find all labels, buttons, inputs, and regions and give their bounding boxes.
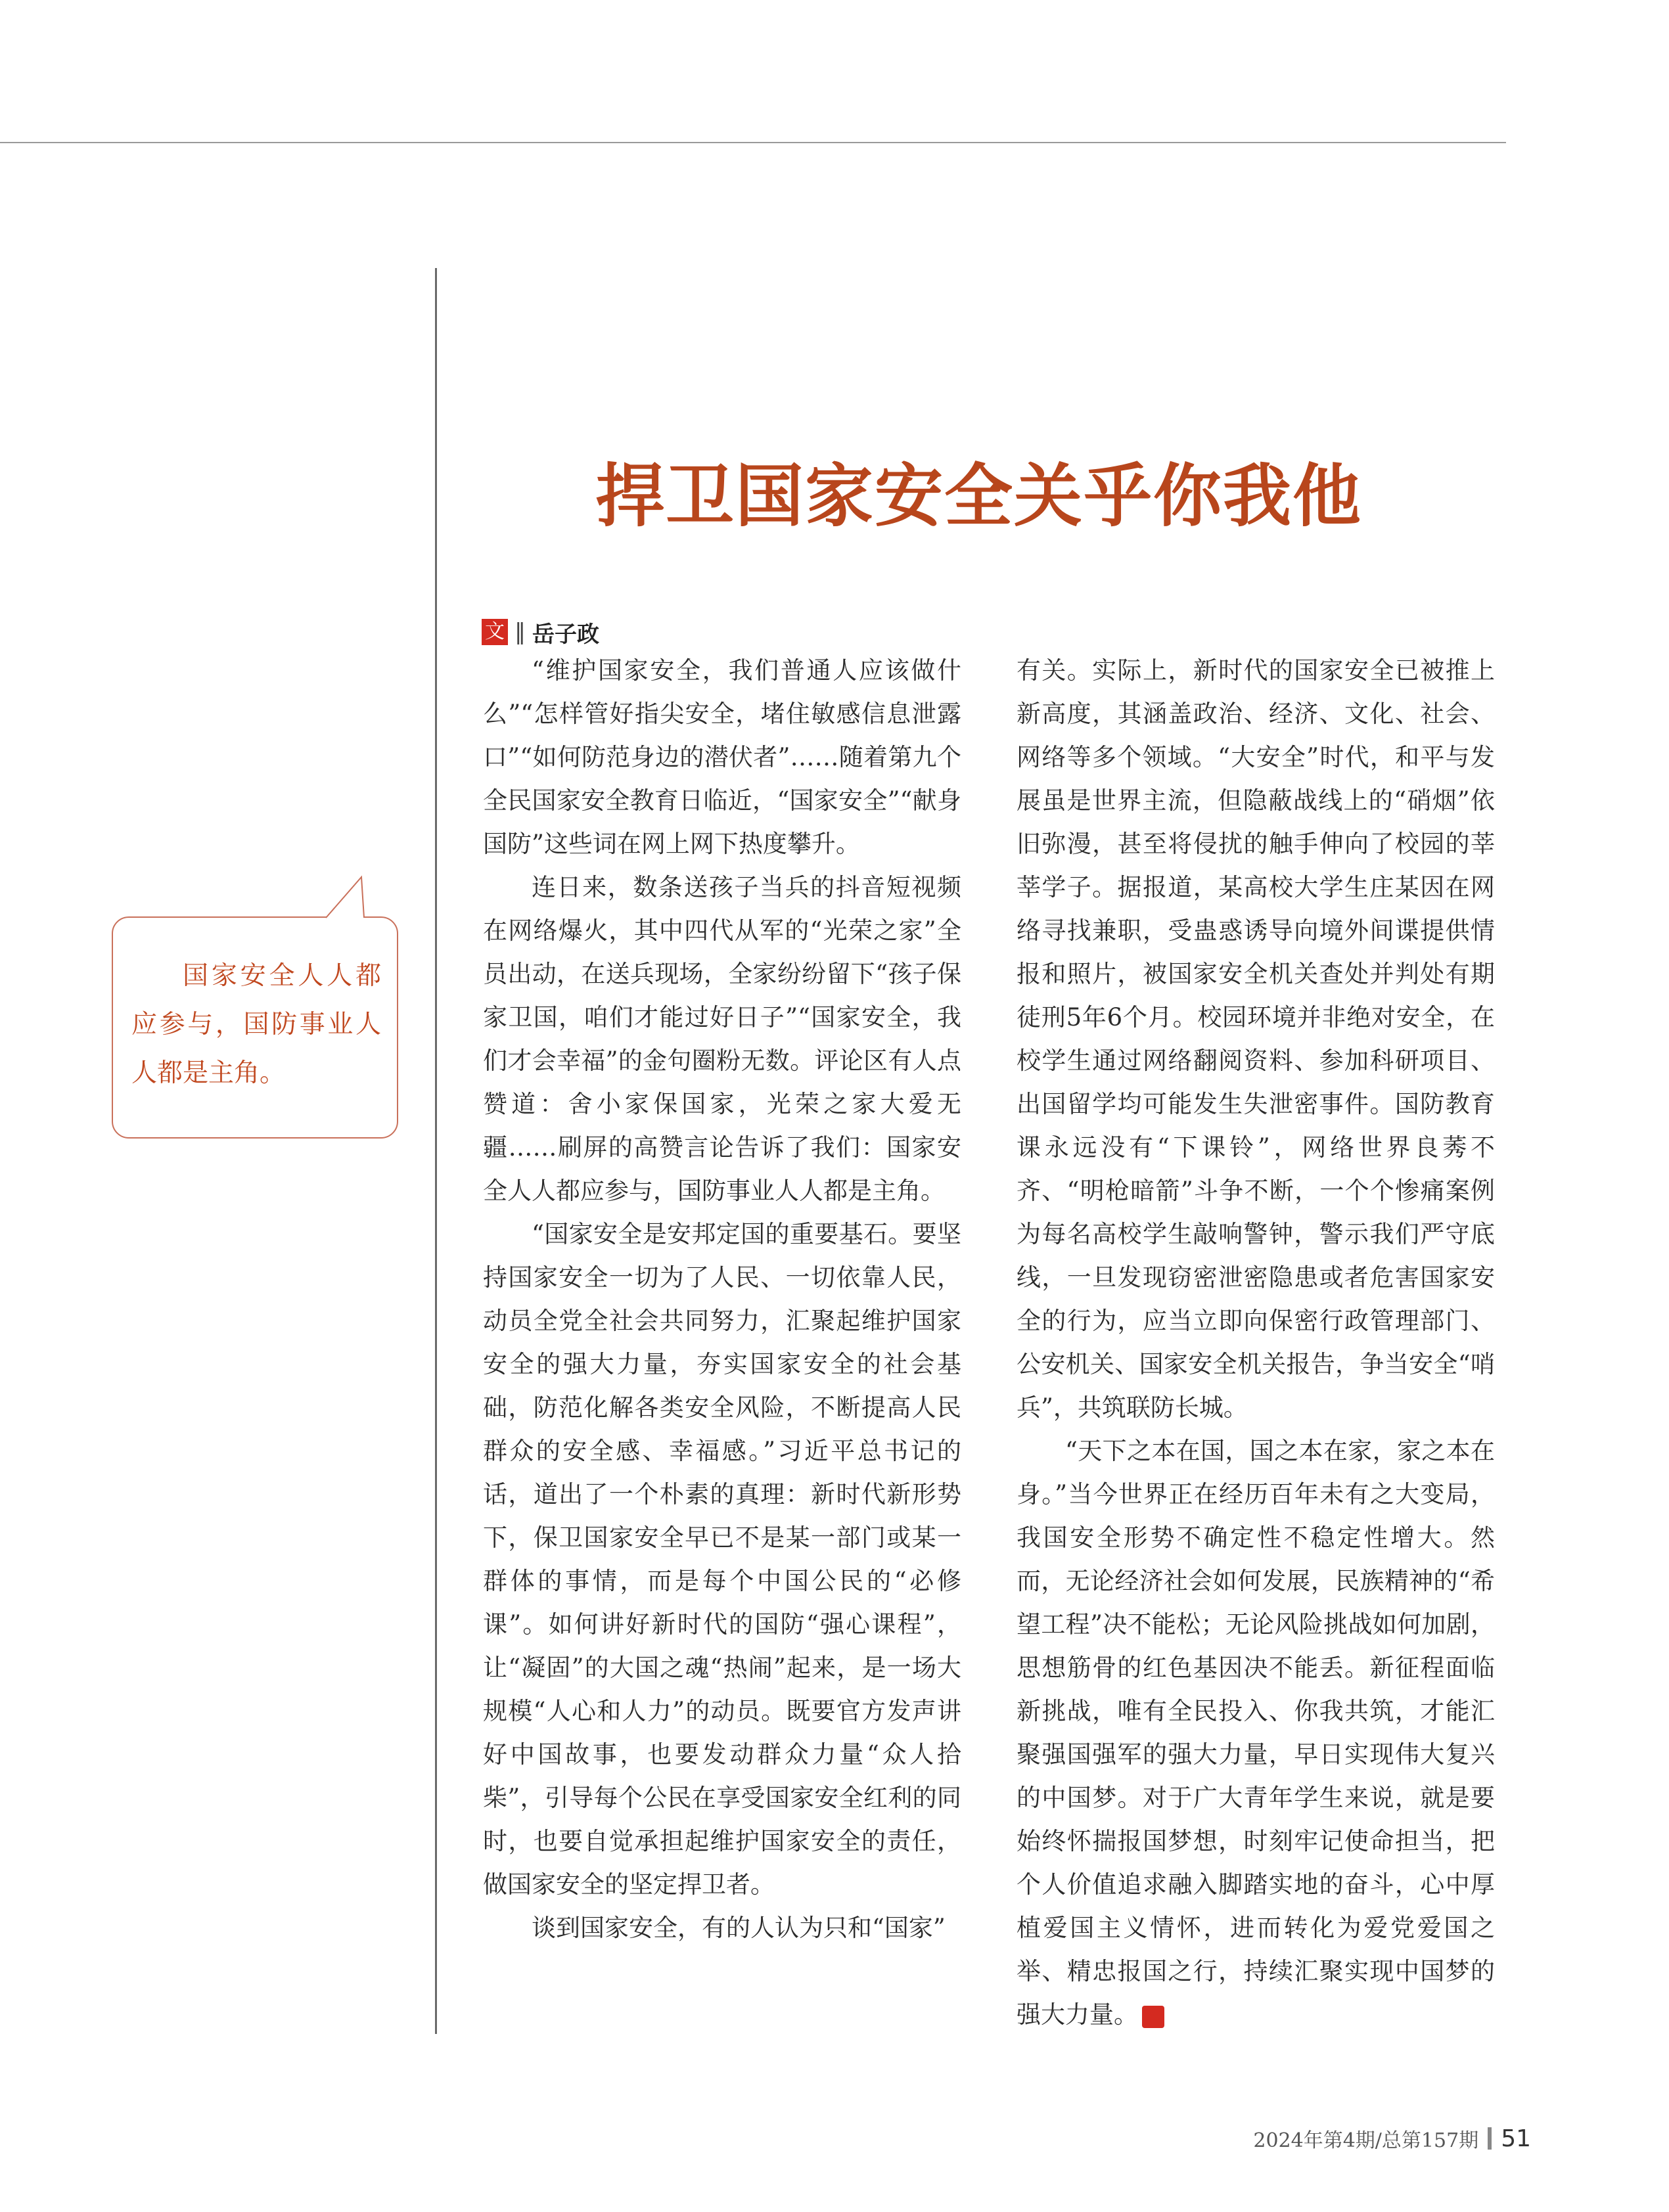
left-text-column <box>483 649 961 1950</box>
paragraph: “维护国家安全，我们普通人应该做什么”“怎样管好指尖安全，堵住敏感信息泄露口”“如何防范身边的潜伏者”……随着第九个全民国家安全教育日临近，“国家安全”“献身国防”这些词在网上网下热度攀升。 <box>483 656 961 858</box>
paragraph: 有关。实际上，新时代的国家安全已被推上新高度，其涵盖政治、经济、文化、社会、网络等多个领域。“大安全”时代，和平与发展虽是世界主流，但隐蔽战线上的“硝烟”依旧弥漫，甚至将侵扰的触手伸向了校园的莘莘学子。据报道，某高校大学生庄某因在网络寻找兼职，受蛊惑诱导向境外间谍提供情报和照片，被国家安全机关查处并判处有期徒刑5年6个月。校园环境并非绝对安全，在校学生通过网络翻阅资料、参加科研项目、出国留学均可能发生失泄密事件。国防教育课永远没有“下课铃”，网络世界良莠不齐、“明枪暗箭”斗争不断，一个个惨痛案例为每名高校学生敲响警钟，警示我们严守底线，一旦发现窃密泄密隐患或者危害国家安全的行为，应当立即向保密行政管理部门、公安机关、国家安全机关报告，争当安全“哨兵”，共筑联防长城。 <box>1017 656 1495 1422</box>
right-text-column <box>1017 649 1495 2037</box>
end-mark-icon: G <box>1142 2006 1164 2028</box>
author-name: 岳子政 <box>532 621 599 648</box>
pull-quote-text: 国家安全人人都应参与，国防事业人人都是主角。 <box>131 961 381 1088</box>
pull-quote-box <box>112 916 398 1139</box>
byline-separator: ‖ <box>514 619 526 645</box>
paragraph-text: “天下之本在国，国之本在家，家之本在身。”当今世界正在经历百年未有之大变局，我国安全形势不确定性不稳定性增大。然而，无论经济社会如何发展，民族精神的“希望工程”决不能松；无论风险挑战如何加剧，思想筋骨的红色基因决不能丢。新征程面临新挑战，唯有全民投入、你我共筑，才能汇聚强国强军的强大力量，早日实现伟大复兴的中国梦。对于广大青年学生来说，就是要始终怀揣报国梦想，时刻牢记使命担当，把个人价值追求融入脚踏实地的奋斗，心中厚植爱国主义情怀，进而转化为爱党爱国之举、精忠报国之行，持续汇聚实现中国梦的强大力量。 <box>1017 1437 1495 2029</box>
column-divider-rule <box>435 268 437 2034</box>
paragraph: 连日来，数条送孩子当兵的抖音短视频在网络爆火，其中四代从军的“光荣之家”全员出动，在送兵现场，全家纷纷留下“孩子保家卫国，咱们才能过好日子”“国家安全，我们才会幸福”的金句圈粉无数。评论区有人点赞道：舍小家保国家，光荣之家大爱无疆……刷屏的高赞言论告诉了我们：国家安全人人都应参与，国防事业人人都是主角。 <box>483 873 961 1205</box>
paragraph: 谈到国家安全，有的人认为只和“国家” <box>532 1914 946 1942</box>
footer-divider <box>1488 2127 1492 2150</box>
page-footer <box>1253 2124 1531 2153</box>
paragraph: “国家安全是安邦定国的重要基石。要坚持国家安全一切为了人民、一切依靠人民，动员全党全社会共同努力，汇聚起维护国家安全的强大力量，夯实国家安全的社会基础，防范化解各类安全风险，不断提高人民群众的安全感、幸福感。”习近平总书记的话，道出了一个朴素的真理：新时代新形势下，保卫国家安全早已不是某一部门或某一群体的事情，而是每个中国公民的“必修课”。如何讲好新时代的国防“强心课程”，让“凝固”的大国之魂“热闹”起来，是一场大规模“人心和人力”的动员。既要官方发声讲好中国故事，也要发动群众力量“众人拾柴”，引导每个公民在享受国家安全红利的同时，也要自觉承担起维护国家安全的责任，做国家安全的坚定捍卫者。 <box>483 1220 961 1899</box>
issue-info: 2024年第4期/总第157期 <box>1253 2129 1479 2152</box>
article-title: 捍卫国家安全关乎你我他 <box>595 455 1362 536</box>
byline-tag: 文 <box>482 619 508 645</box>
paragraph-final <box>1017 1430 1495 2037</box>
header-rule <box>0 142 1506 143</box>
speech-bubble-tail-icon <box>326 876 378 919</box>
byline <box>482 616 599 648</box>
page-number: 51 <box>1501 2125 1531 2152</box>
